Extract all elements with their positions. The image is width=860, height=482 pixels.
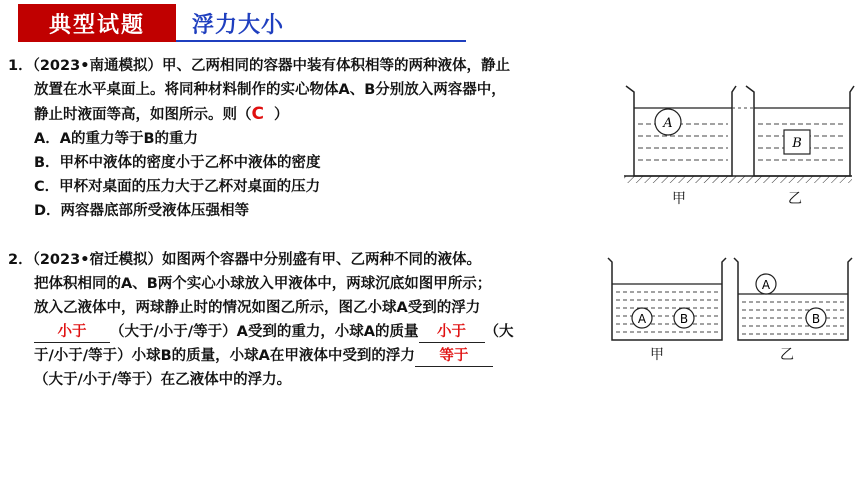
question-1: [8, 54, 620, 223]
q1-paren-close: ）: [273, 107, 289, 123]
q2-line-5-text: 于/小于/等于）小球B的质量，小球A在甲液体中受到的浮力: [34, 348, 415, 364]
q1-stem-end: 静止时液面等高，如图所示。则（: [34, 107, 252, 123]
q2-blank-2: 小于: [419, 322, 485, 343]
q1-beakers-diagram: [620, 80, 856, 210]
section-title: 浮力大小: [192, 13, 285, 38]
q2-line-1: 2．（2023•宿迁模拟）如图两个容器中分别盛有甲、乙两种不同的液体。: [8, 252, 481, 268]
q1-option-a: A．A的重力等于B的重力: [34, 131, 198, 147]
container-yi: [734, 258, 852, 340]
q2-caption-yi: 乙: [780, 347, 794, 363]
ball-a-jia-label: A: [637, 312, 647, 326]
q2-line-3: 放入乙液体中，两球静止时的情况如图乙所示，图乙小球A受到的浮力: [34, 300, 481, 316]
q2-line-4: [8, 320, 606, 344]
q1-figure: [620, 80, 856, 210]
container-jia: [608, 258, 726, 340]
section-tag: 典型试题: [18, 4, 176, 42]
q2-line-5: [8, 344, 606, 368]
q2-line-4-mid: （大于/小于/等于）A受到的重力，小球A的质量: [110, 324, 419, 340]
ball-b-yi-label: B: [811, 312, 821, 326]
object-b-label: B: [792, 136, 802, 151]
q1-line-1: 1．（2023•南通模拟）甲、乙两相同的容器中装有体积相等的两种液体，静止: [8, 58, 510, 74]
table-surface: [624, 176, 852, 183]
q2-line-4-end: （大: [484, 324, 514, 340]
q2-line-2: 把体积相同的A、B两个实心小球放入甲液体中，两球沉底如图甲所示；: [34, 276, 492, 292]
ball-a-yi-label: A: [761, 278, 771, 292]
question-2: [8, 248, 606, 392]
beaker-yi: [746, 86, 854, 176]
q1-option-b: B．甲杯中液体的密度小于乙杯中液体的密度: [34, 155, 321, 171]
ball-b-jia-label: B: [679, 312, 689, 326]
object-a-label: A: [663, 116, 673, 131]
q1-caption-yi: 乙: [788, 191, 802, 207]
q2-figure: [606, 256, 856, 342]
q1-answer: C: [251, 104, 264, 124]
q2-line-6: （大于/小于/等于）在乙液体中的浮力。: [34, 372, 292, 388]
q2-blank-3: 等于: [415, 346, 493, 367]
q1-caption-jia: 甲: [672, 191, 686, 207]
title-underline: [176, 40, 466, 42]
q1-line-3: [8, 102, 620, 127]
q1-option-c: C．甲杯对桌面的压力大于乙杯对桌面的压力: [34, 179, 321, 195]
q1-option-d: D．两容器底部所受液体压强相等: [34, 203, 250, 219]
q1-line-2: 放置在水平桌面上。将同种材料制作的实心物体A、B分别放入两容器中，: [34, 82, 506, 98]
beaker-jia: [626, 86, 736, 176]
q2-containers-diagram: [606, 256, 856, 342]
q2-blank-1: 小于: [34, 322, 110, 343]
q2-caption-jia: 甲: [650, 347, 664, 363]
